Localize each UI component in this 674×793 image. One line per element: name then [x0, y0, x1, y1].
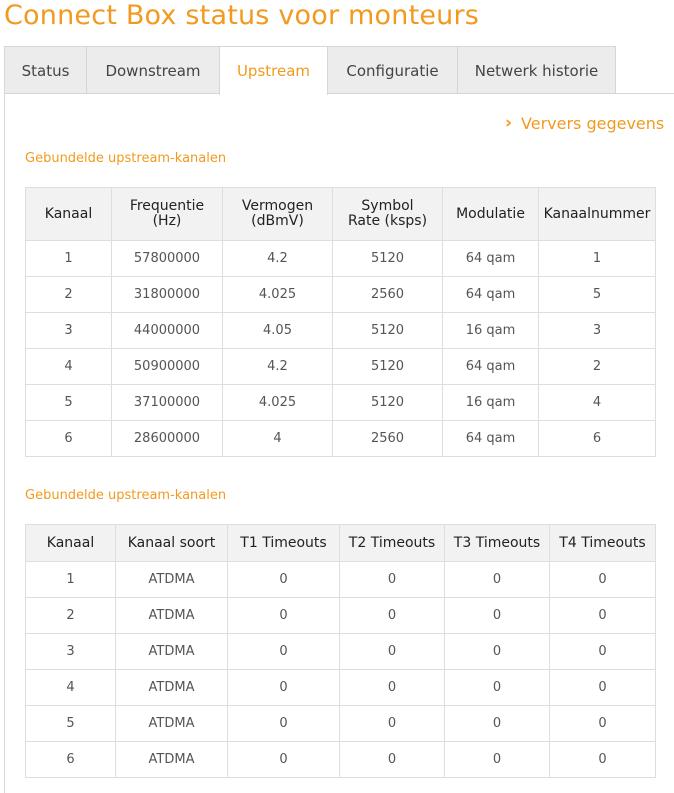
column-header: T2 Timeouts [340, 525, 445, 562]
table-cell: 2 [539, 349, 656, 385]
table-row [26, 421, 656, 457]
table-cell: 0 [445, 706, 550, 742]
table-row [26, 598, 656, 634]
table-cell: 64 qam [443, 241, 539, 277]
table-cell: 4.2 [223, 349, 333, 385]
column-header: Kanaal soort [116, 525, 228, 562]
table-cell: 0 [445, 742, 550, 778]
table-cell: 0 [228, 562, 340, 598]
table-cell: 4.025 [223, 385, 333, 421]
table-cell: 4 [26, 670, 116, 706]
table-cell: 3 [26, 634, 116, 670]
table-cell: 1 [539, 241, 656, 277]
table-cell: 4.025 [223, 277, 333, 313]
table-cell: 0 [340, 598, 445, 634]
table-cell: 1 [26, 562, 116, 598]
table-cell: 4 [539, 385, 656, 421]
table-cell: 0 [340, 562, 445, 598]
tab-netwerk-historie[interactable]: Netwerk historie [457, 46, 616, 94]
table-cell: 6 [539, 421, 656, 457]
table-cell: 31800000 [112, 277, 223, 313]
table-cell: 4 [223, 421, 333, 457]
table-cell: 0 [550, 562, 656, 598]
chevron-right-icon: › [505, 113, 513, 133]
table-cell: 28600000 [112, 421, 223, 457]
refresh-label: Ververs gegevens [521, 113, 665, 133]
table-cell: 4 [26, 349, 112, 385]
column-header: Symbol Rate (ksps) [333, 188, 443, 241]
tab-downstream[interactable]: Downstream [86, 46, 220, 94]
table-cell: 0 [550, 598, 656, 634]
table-cell: 6 [26, 742, 116, 778]
column-header: T1 Timeouts [228, 525, 340, 562]
table-cell: 0 [445, 562, 550, 598]
table-cell: 2 [26, 598, 116, 634]
table-cell: 5 [26, 385, 112, 421]
table-header-row [26, 188, 656, 241]
table-cell: 5120 [333, 241, 443, 277]
tab-status[interactable]: Status [4, 46, 87, 94]
table-cell: 37100000 [112, 385, 223, 421]
table-row [26, 349, 656, 385]
table-cell: 64 qam [443, 349, 539, 385]
table-cell: 50900000 [112, 349, 223, 385]
column-header: Modulatie [443, 188, 539, 241]
table-cell: 0 [550, 706, 656, 742]
table-cell: 16 qam [443, 313, 539, 349]
table-row [26, 313, 656, 349]
table-cell: 0 [445, 634, 550, 670]
column-header: Kanaal [26, 525, 116, 562]
table-cell: ATDMA [116, 598, 228, 634]
table-row [26, 634, 656, 670]
table-cell: ATDMA [116, 706, 228, 742]
table-header-row [26, 525, 656, 562]
upstream-channels-title: Gebundelde upstream-kanalen [25, 151, 227, 166]
table-cell: ATDMA [116, 634, 228, 670]
table-cell: 4.2 [223, 241, 333, 277]
table-cell: 57800000 [112, 241, 223, 277]
table-cell: 4.05 [223, 313, 333, 349]
table-cell: 2560 [333, 421, 443, 457]
table-cell: 5 [26, 706, 116, 742]
table-cell: 64 qam [443, 277, 539, 313]
table-cell: 0 [550, 634, 656, 670]
table-cell: 3 [539, 313, 656, 349]
table-cell: 0 [445, 670, 550, 706]
column-header: Kanaalnummer [539, 188, 656, 241]
column-header: Vermogen (dBmV) [223, 188, 333, 241]
table-row [26, 277, 656, 313]
table-row [26, 706, 656, 742]
column-header: T3 Timeouts [445, 525, 550, 562]
table-cell: ATDMA [116, 742, 228, 778]
table-cell: ATDMA [116, 670, 228, 706]
table-cell: 1 [26, 241, 112, 277]
table-cell: 0 [228, 706, 340, 742]
table-cell: 0 [550, 742, 656, 778]
column-header: Kanaal [26, 188, 112, 241]
upstream-timeouts-table [25, 524, 656, 778]
table-row [26, 385, 656, 421]
table-cell: 3 [26, 313, 112, 349]
table-cell: 5120 [333, 349, 443, 385]
table-cell: 0 [228, 742, 340, 778]
table-cell: 2 [26, 277, 112, 313]
upstream-channels-table [25, 187, 656, 457]
table-cell: 5120 [333, 385, 443, 421]
table-cell: 0 [340, 634, 445, 670]
refresh-link[interactable] [505, 113, 664, 133]
table-cell: 0 [340, 742, 445, 778]
table-cell: 0 [340, 670, 445, 706]
table-cell: 0 [445, 598, 550, 634]
table-cell: 5 [539, 277, 656, 313]
page-title: Connect Box status voor monteurs [4, 0, 480, 31]
table-cell: 0 [228, 670, 340, 706]
table-row [26, 742, 656, 778]
table-cell: ATDMA [116, 562, 228, 598]
upstream-timeouts-title: Gebundelde upstream-kanalen [25, 488, 227, 503]
table-cell: 0 [228, 598, 340, 634]
table-cell: 0 [550, 670, 656, 706]
column-header: Frequentie (Hz) [112, 188, 223, 241]
table-cell: 2560 [333, 277, 443, 313]
table-row [26, 562, 656, 598]
tab-upstream[interactable]: Upstream [219, 46, 328, 95]
table-cell: 44000000 [112, 313, 223, 349]
table-cell: 0 [340, 706, 445, 742]
table-cell: 6 [26, 421, 112, 457]
tab-configuratie[interactable]: Configuratie [327, 46, 458, 94]
table-row [26, 670, 656, 706]
table-row [26, 241, 656, 277]
table-cell: 5120 [333, 313, 443, 349]
table-cell: 0 [228, 634, 340, 670]
table-cell: 64 qam [443, 421, 539, 457]
column-header: T4 Timeouts [550, 525, 656, 562]
table-cell: 16 qam [443, 385, 539, 421]
